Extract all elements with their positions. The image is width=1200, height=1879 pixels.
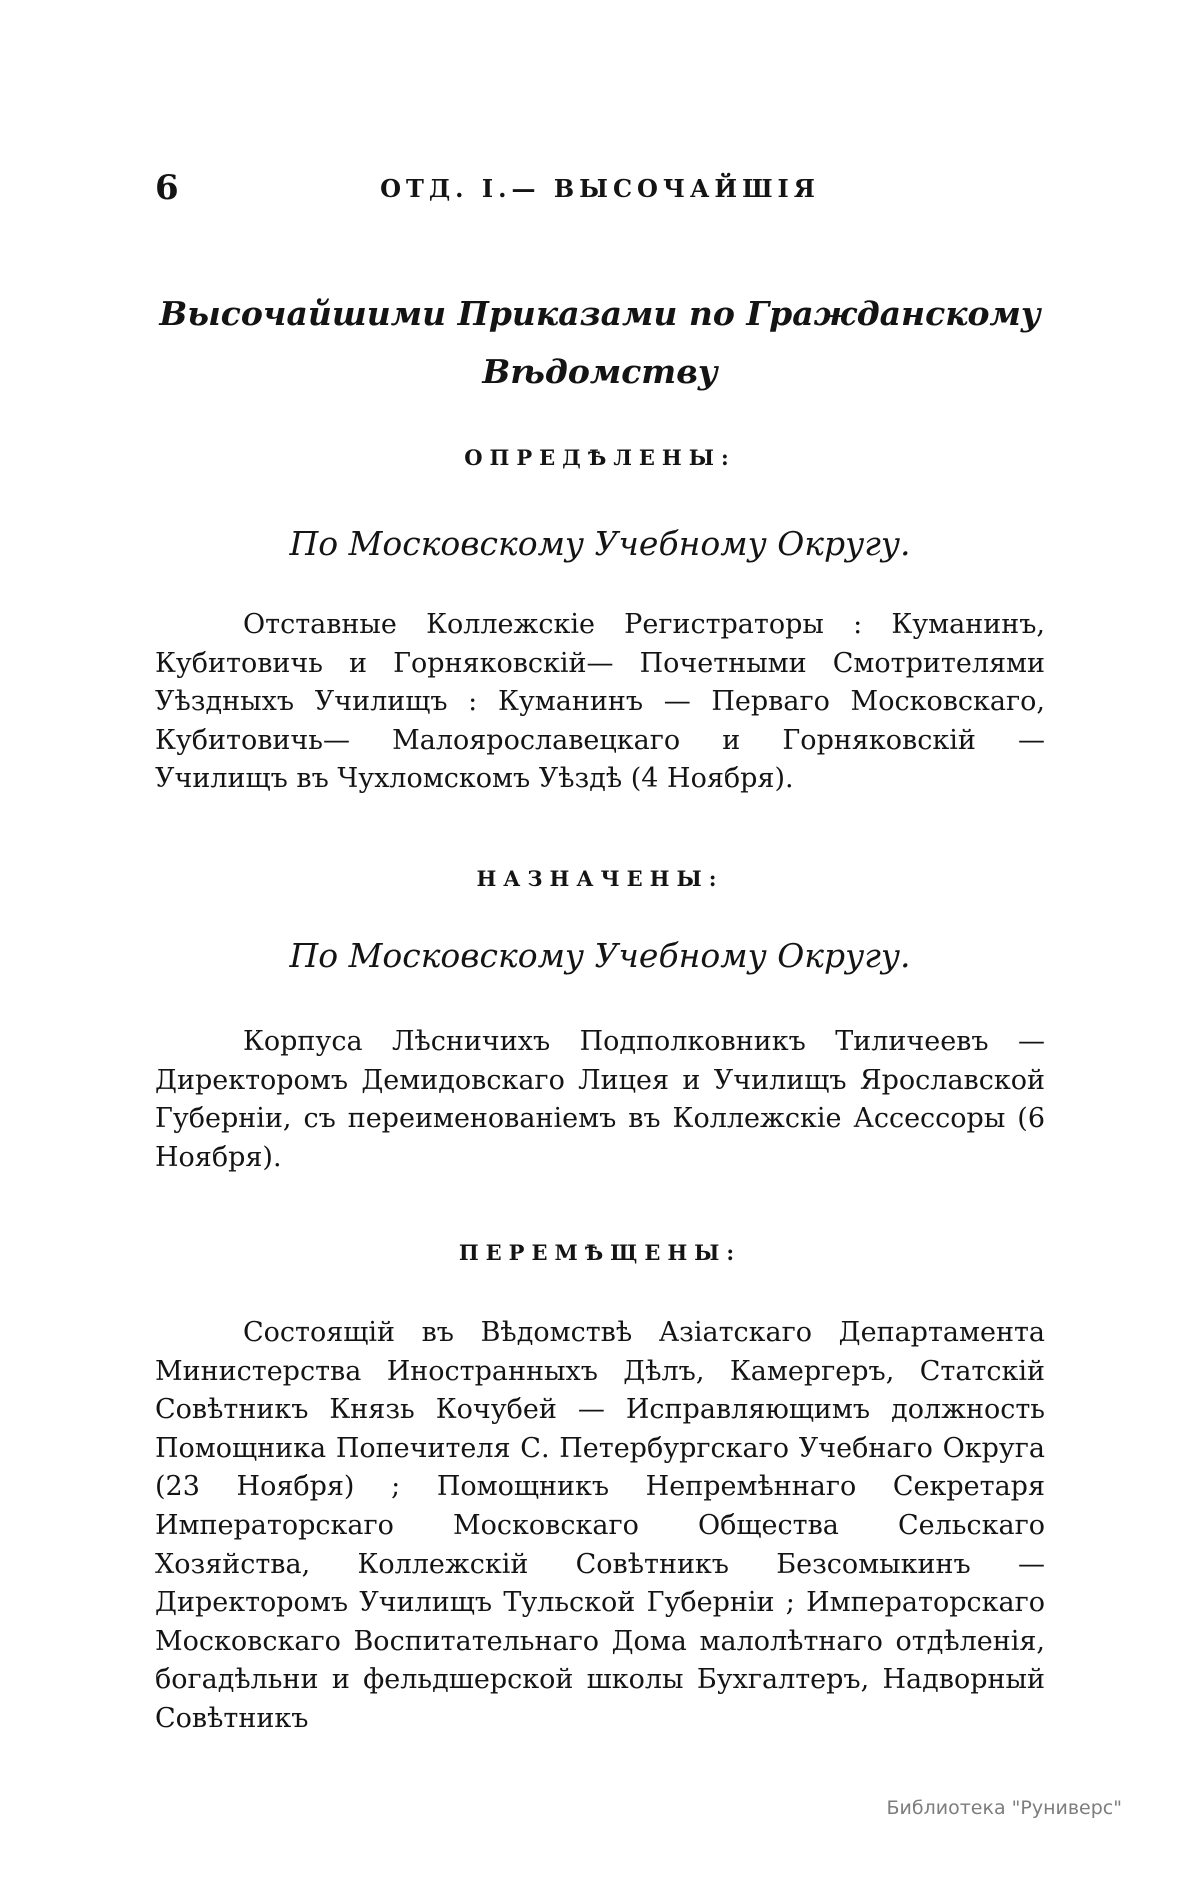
paragraph-assigned: Корпуса Лѣсничихъ Подполковникъ Тиличеевъ — Директоромъ Демидовскаго Лицея и Училищъ Ярославской Губерніи, съ переименованіемъ въ Коллежскіе Ассессоры (6 Ноября).: [155, 1026, 1045, 1173]
order-heading: Высочайшими Приказами по Гражданскому Вѣдомству: [159, 294, 1041, 391]
section-heading-transferred: ПЕРЕМѢЩЕНЫ:: [458, 1240, 742, 1265]
district-heading-assigned: По Московскому Учебному Округу.: [289, 936, 911, 975]
paragraph-appointed: Отставные Коллежскіе Регистраторы : Куманинъ, Кубитовичь и Горняковскій— Почетными Смотрителями Уѣздныхъ Училищъ : Куманинъ — Перваго Московскаго, Кубитовичь— Малоярославецкаго и Горняковскій — Училищъ въ Чухломскомъ Уѣздѣ (4 Ноября).: [155, 609, 1045, 795]
library-watermark: Библиотека "Руниверс": [886, 1797, 1122, 1819]
district-heading-appointed: По Московскому Учебному Округу.: [289, 524, 911, 563]
section-heading-appointed: ОПРЕДѢЛЕНЫ:: [464, 445, 736, 470]
section-heading-assigned: НАЗНАЧЕНЫ:: [476, 866, 724, 891]
running-head: [155, 168, 1045, 208]
paragraph-transferred: Состоящій въ Вѣдомствѣ Азіатскаго Департамента Министерства Иностранныхъ Дѣлъ, Камергеръ, Статскій Совѣтникъ Князь Кочубей — Исправляющимъ должность Помощника Попечителя С. Петербургскаго Учебнаго Округа (23 Ноября) ; Помощникъ Непремѣннаго Секретаря Императорскаго Московскаго Общества Сельскаго Хозяйства, Коллежскій Совѣтникъ Безсомыкинъ — Директоромъ Училищъ Тульской Губерніи ; Императорскаго Московскаго Воспитательнаго Дома малолѣтнаго отдѣленія, богадѣльни и фельдшерской школы Бухгалтеръ, Надворный Совѣтникъ: [155, 1317, 1045, 1734]
page-number: 6: [155, 168, 179, 208]
running-title: ОТД. I.— ВЫСОЧАЙШІЯ: [380, 174, 820, 203]
